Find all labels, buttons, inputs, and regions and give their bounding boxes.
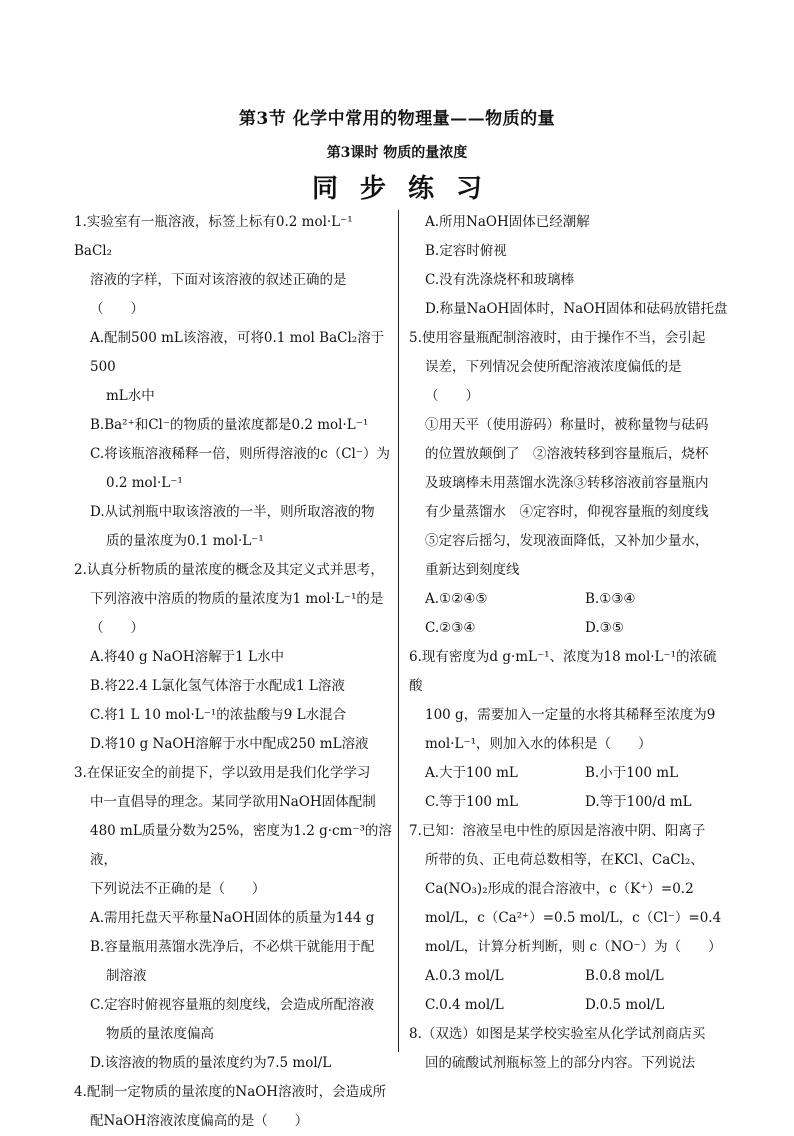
- q1-option-c: C.将该瓶溶液稀释一倍，则所得溶液的c（Cl⁻）为: [90, 446, 390, 462]
- q6-option-a: A.大于100 mL: [425, 765, 518, 781]
- q1-option-d-cont: 质的量浓度为0.1 mol·L⁻¹: [106, 533, 264, 549]
- section-title: 第3节 化学中常用的物理量——物质的量: [238, 109, 556, 129]
- q4-stem-line: 4.配制一定物质的量浓度的NaOH溶液时，会造成所: [74, 1084, 387, 1100]
- column-divider: [398, 210, 399, 1052]
- q7-option-d: D.0.5 mol/L: [585, 997, 665, 1013]
- q6-options-row: [409, 759, 729, 788]
- q1-stem-line: 1.实验室有一瓶溶液，标签上标有0.2 mol·L⁻¹ BaCl₂: [74, 214, 353, 259]
- q5-body-line: ⑤定容后摇匀，发现液面降低，又补加少量水，: [425, 533, 709, 549]
- q4-option-d: D.称量NaOH固体时，NaOH固体和砝码放错托盘: [425, 301, 728, 317]
- q5-body-line: 及玻璃棒未用蒸馏水洗涤③转移溶液前容量瓶内: [425, 475, 709, 491]
- right-column: [409, 208, 729, 1078]
- q5-stem-line: （ ）: [425, 388, 479, 404]
- q2-stem-line: （ ）: [90, 620, 144, 636]
- q5-stem-line: 5.使用容量瓶配制溶液时，由于操作不当，会引起: [409, 330, 706, 346]
- q5-options-row: [409, 585, 729, 614]
- q2-stem-line: 下列溶液中溶质的物质的量浓度为1 mol·L⁻¹的是: [90, 591, 384, 607]
- q6-option-c: C.等于100 mL: [425, 794, 518, 810]
- q3-stem-line: 中一直倡导的理念。某同学欲用NaOH固体配制: [90, 794, 376, 810]
- q1-option-b: B.Ba²⁺和Cl⁻的物质的量浓度都是0.2 mol·L⁻¹: [90, 417, 369, 433]
- q4-option-a: A.所用NaOH固体已经潮解: [425, 214, 590, 230]
- q6-option-d: D.等于100/d mL: [585, 794, 692, 810]
- q1-option-d: D.从试剂瓶中取该溶液的一半，则所取溶液的物: [90, 504, 375, 520]
- q3-option-d: D.该溶液的物质的量浓度约为7.5 mol/L: [90, 1055, 332, 1071]
- q1-option-c-cont: 0.2 mol·L⁻¹: [106, 475, 183, 491]
- q4-stem-line: 配NaOH溶液浓度偏高的是（ ）: [90, 1113, 309, 1129]
- q6-stem-line: 6.现有密度为d g·mL⁻¹、浓度为18 mol·L⁻¹的浓硫酸: [409, 649, 717, 694]
- q6-option-b: B.小于100 mL: [585, 765, 679, 781]
- q7-stem-line: 所带的负、正电荷总数相等，在KCl、CaCl₂、: [425, 852, 704, 868]
- question-8: [409, 1020, 729, 1078]
- q5-option-d: D.③⑤: [585, 620, 624, 636]
- q6-stem-line: mol·L⁻¹，则加入水的体积是（ ）: [425, 736, 652, 752]
- q7-stem-line: mol/L，计算分析判断，则 c（NO⁻）为（ ）: [425, 939, 722, 955]
- q8-stem-line: 回的硫酸试剂瓶标签上的部分内容。下列说法: [425, 1055, 695, 1071]
- q3-option-c: C.定容时俯视容量瓶的刻度线，会造成所配溶液: [90, 997, 375, 1013]
- q4-option-c: C.没有洗涤烧杯和玻璃棒: [425, 272, 575, 288]
- question-4: [74, 1078, 392, 1136]
- question-3: [74, 759, 392, 1078]
- q6-stem-line: 100 g，需要加入一定量的水将其稀释至浓度为9: [425, 707, 716, 723]
- question-7: [409, 817, 729, 1020]
- q7-option-c: C.0.4 mol/L: [425, 997, 504, 1013]
- q8-stem-line: 8.（双选）如图是某学校实验室从化学试剂商店买: [409, 1026, 706, 1042]
- q3-stem-line: 480 mL质量分数为25%，密度为1.2 g·cm⁻³的溶液，: [90, 823, 392, 868]
- q7-options-row: [409, 991, 729, 1020]
- question-2: [74, 556, 392, 759]
- q2-option-d: D.将10 g NaOH溶解于水中配成250 mL溶液: [90, 736, 369, 752]
- q7-option-b: B.0.8 mol/L: [585, 968, 664, 984]
- left-column: [74, 208, 392, 1136]
- q2-option-b: B.将22.4 L氯化氢气体溶于水配成1 L溶液: [90, 678, 345, 694]
- q7-stem-line: mol/L，c（Ca²⁺）=0.5 mol/L，c（Cl⁻）=0.4: [425, 910, 722, 926]
- q3-stem-line: 下列说法不正确的是（ ）: [90, 881, 266, 897]
- q6-options-row: [409, 788, 729, 817]
- q3-option-c-cont: 物质的量浓度偏高: [106, 1026, 214, 1042]
- q1-option-a-cont: mL水中: [106, 388, 155, 404]
- q3-option-b: B.容量瓶用蒸馏水洗净后，不必烘干就能用于配: [90, 939, 375, 955]
- q1-stem-line: 溶液的字样，下面对该溶液的叙述正确的是: [90, 272, 347, 288]
- exercise-title: 同步练习: [311, 174, 504, 204]
- q5-option-c: C.②③④: [425, 620, 476, 636]
- q5-stem-line: 误差，下列情况会使所配溶液浓度偏低的是: [425, 359, 682, 375]
- q5-body-line: ①用天平（使用游码）称量时，被称量物与砝码: [425, 417, 709, 433]
- question-1: [74, 208, 392, 556]
- q7-option-a: A.0.3 mol/L: [425, 968, 504, 984]
- q1-option-a: A.配制500 mL该溶液，可将0.1 mol BaCl₂溶于500: [90, 330, 385, 375]
- q3-option-a: A.需用托盘天平称量NaOH固体的质量为144 g: [90, 910, 375, 926]
- q5-option-a: A.①②④⑤: [425, 591, 488, 607]
- q2-option-c: C.将1 L 10 mol·L⁻¹的浓盐酸与9 L水混合: [90, 707, 347, 723]
- q5-body-line: 有少量蒸馏水 ④定容时，仰视容量瓶的刻度线: [425, 504, 709, 520]
- q5-body-line: 的位置放颠倒了 ②溶液转移到容量瓶后，烧杯: [425, 446, 709, 462]
- q2-option-a: A.将40 g NaOH溶解于1 L水中: [90, 649, 284, 665]
- q3-stem-line: 3.在保证安全的前提下，学以致用是我们化学学习: [74, 765, 371, 781]
- q1-stem-line: （ ）: [90, 301, 144, 317]
- q5-option-b: B.①③④: [585, 591, 636, 607]
- q7-stem-line: Ca(NO₃)₂形成的混合溶液中，c（K⁺）=0.2: [425, 881, 694, 897]
- question-4-options: [409, 208, 729, 324]
- q7-options-row: [409, 962, 729, 991]
- q3-option-b-cont: 制溶液: [106, 968, 147, 984]
- q2-stem-line: 2.认真分析物质的量浓度的概念及其定义式并思考，: [74, 562, 384, 578]
- q7-stem-line: 7.已知：溶液呈电中性的原因是溶液中阴、阳离子: [409, 823, 706, 839]
- q5-options-row: [409, 614, 729, 643]
- q5-body-line: 重新达到刻度线: [425, 562, 520, 578]
- question-5: [409, 324, 729, 643]
- question-6: [409, 643, 729, 817]
- q4-option-b: B.定容时俯视: [425, 243, 507, 259]
- lesson-title: 第3课时 物质的量浓度: [326, 145, 468, 161]
